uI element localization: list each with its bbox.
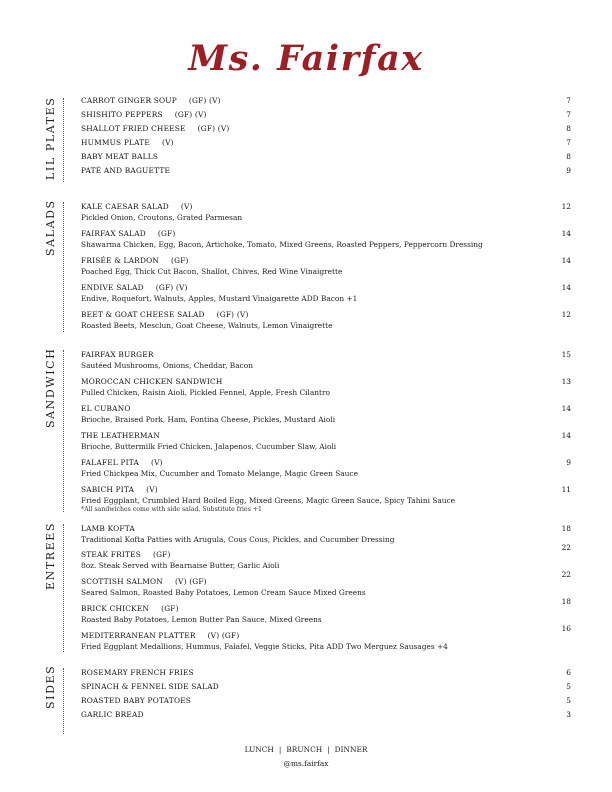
menu-item: FRISÉE & LARDON (GF) Poached Egg, Thick Cut Bacon, Shallot, Chives, Red Wine Vinaigrette 14: [81, 256, 571, 276]
item-price: 12: [561, 202, 571, 211]
service-lunch: LUNCH: [244, 745, 274, 754]
menu-item: ROASTED BABY POTATOES 5: [81, 696, 571, 705]
menu-item: SCOTTISH SALMON (V) (GF) Seared Salmon, Roasted Baby Potatoes, Lemon Cream Sauce Mixed Greens 22: [81, 570, 571, 597]
section-divider: [63, 202, 64, 332]
menu-item: BABY MEAT BALLS 8: [81, 152, 571, 161]
menu-item: GARLIC BREAD 3: [81, 710, 571, 719]
item-price: 18: [561, 597, 571, 606]
menu-item: FAIRFAX BURGER Sautéed Mushrooms, Onions, Cheddar, Bacon 15: [81, 350, 571, 370]
item-price: 16: [561, 624, 571, 633]
item-price: 14: [561, 431, 571, 440]
menu-item: CARROT GINGER SOUP (GF) (V) 7: [81, 96, 571, 105]
menu-item: HUMMUS PLATE (V) 7: [81, 138, 571, 147]
item-price: 22: [561, 570, 571, 579]
item-price: 5: [566, 696, 571, 705]
item-price: 15: [561, 350, 571, 359]
item-price: 13: [561, 377, 571, 386]
item-price: 12: [561, 310, 571, 319]
item-price: 8: [566, 152, 571, 161]
item-price: 18: [561, 524, 571, 533]
menu-item: SHALLOT FRIED CHEESE (GF) (V) 8: [81, 124, 571, 133]
menu-item: THE LEATHERMAN Brioche, Buttermilk Fried Chicken, Jalapenos, Cucumber Slaw, Aioli 14: [81, 431, 571, 451]
footer-handle: @ms.fairfax: [283, 759, 329, 768]
menu-item: FALAFEL PITA (V) Fried Chickpea Mix, Cucumber and Tomato Melange, Magic Green Sauce 9: [81, 458, 571, 478]
section-divider: [63, 98, 64, 182]
menu-item: SPINACH & FENNEL SIDE SALAD 5: [81, 682, 571, 691]
menu-item: LAMB KOFTA Traditional Kofta Patties with Arugula, Cous Cous, Pickles, and Cucumber Dressing 18: [81, 524, 571, 544]
section-divider: [63, 524, 64, 652]
section-divider: [63, 350, 64, 512]
service-brunch: BRUNCH: [286, 745, 323, 754]
item-price: 7: [566, 138, 571, 147]
item-price: 8: [566, 124, 571, 133]
section-divider: [63, 668, 64, 734]
item-price: 3: [566, 710, 571, 719]
item-price: 11: [561, 485, 571, 494]
item-price: 9: [566, 458, 571, 467]
menu-item: ROSEMARY FRENCH FRIES 6: [81, 668, 571, 677]
item-price: 22: [561, 543, 571, 552]
footer-services: LUNCH | BRUNCH | DINNER: [244, 745, 368, 754]
menu-item: SHISHITO PEPPERS (GF) (V) 7: [81, 110, 571, 119]
menu-item: PATÉ AND BAGUETTE 9: [81, 166, 571, 175]
item-price: 14: [561, 256, 571, 265]
menu-item: EL CUBANO Brioche, Braised Pork, Ham, Fontina Cheese, Pickles, Mustard Aioli 14: [81, 404, 571, 424]
restaurant-title: Ms. Fairfax: [188, 38, 424, 79]
item-price: 14: [561, 229, 571, 238]
item-price: 14: [561, 404, 571, 413]
menu-item: KALE CAESAR SALAD (V) Pickled Onion, Croutons, Grated Parmesan 12: [81, 202, 571, 222]
service-dinner: DINNER: [334, 745, 368, 754]
menu-item: FAIRFAX SALAD (GF) Shawarma Chicken, Egg, Bacon, Artichoke, Tomato, Mixed Greens, Roasted Peppers, Peppercorn Dressing 14: [81, 229, 571, 249]
menu-item: BRICK CHICKEN (GF) Roasted Baby Potatoes, Lemon Butter Pan Sauce, Mixed Greens 18: [81, 597, 571, 624]
menu-item: MOROCCAN CHICKEN SANDWICH Pulled Chicken, Raisin Aioli, Pickled Fennel, Apple, Fresh Cilantro 13: [81, 377, 571, 397]
menu-note: *All sandwiches come with side salad. Substitute fries +1: [81, 506, 262, 513]
menu-item: STEAK FRITES (GF) 8oz. Steak Served with Bearnaise Butter, Garlic Aioli 22: [81, 543, 571, 570]
menu-item: MEDITERRANEAN PLATTER (V) (GF) Fried Eggplant Medallions, Hummus, Falafel, Veggie Sticks, Pita ADD Two Merguez Sausages +4 16: [81, 624, 571, 651]
item-price: 9: [566, 166, 571, 175]
item-price: 7: [566, 96, 571, 105]
menu-item: BEET & GOAT CHEESE SALAD (GF) (V) Roasted Beets, Mesclun, Goat Cheese, Walnuts, Lemon Vinaigrette 12: [81, 310, 571, 330]
menu-item: ENDIVE SALAD (GF) (V) Endive, Roquefort, Walnuts, Apples, Mustard Vinaigarette ADD Bacon +1 14: [81, 283, 571, 303]
item-price: 7: [566, 110, 571, 119]
item-price: 14: [561, 283, 571, 292]
item-price: 5: [566, 682, 571, 691]
menu-item: SABICH PITA (V) Fried Eggplant, Crumbled Hard Boiled Egg, Mixed Greens, Magic Green Sauce, Spicy Tahini Sauce *All sandwiches come with side salad. Substitute fries +1 11: [81, 485, 571, 513]
item-price: 6: [566, 668, 571, 677]
